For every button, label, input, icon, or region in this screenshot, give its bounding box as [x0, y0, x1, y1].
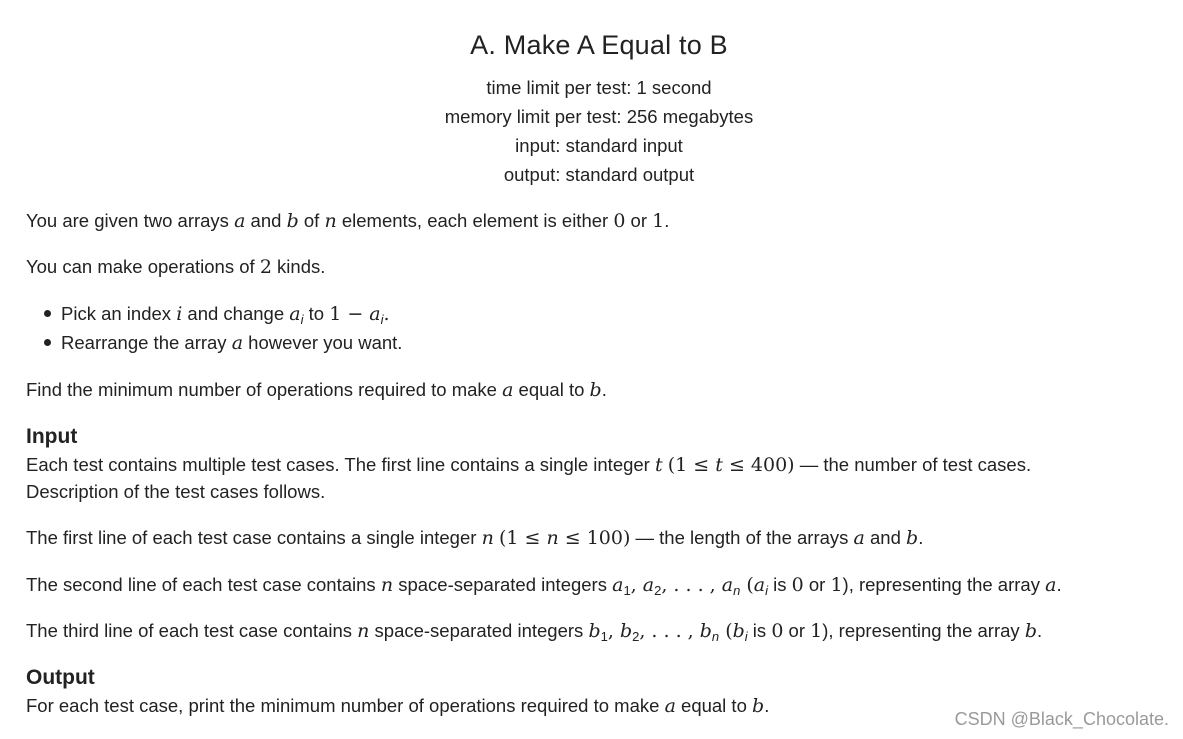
text: You are given two arrays	[26, 210, 235, 231]
math-expr: ≤ 100)	[558, 527, 631, 549]
math-subscript: i	[744, 629, 748, 644]
text: and	[245, 210, 287, 231]
math-var: a	[231, 332, 244, 354]
text: .	[601, 379, 607, 400]
math-var: a	[642, 574, 655, 596]
math-var: n	[357, 620, 370, 642]
text: — the length of the arrays	[630, 527, 854, 548]
text: ), representing the array	[842, 574, 1046, 595]
math-punct: , . . . ,	[661, 574, 722, 596]
text: .	[664, 210, 670, 231]
text: space-separated integers	[369, 620, 589, 641]
math-subscript: 2	[632, 629, 640, 644]
list-item-rearrange	[44, 331, 402, 355]
text: .	[1056, 574, 1062, 595]
math-num: 1	[652, 210, 665, 232]
math-expr: 1 −	[329, 303, 370, 325]
text: ), representing the array	[822, 620, 1025, 641]
time-limit: time limit per test: 1 second	[486, 77, 712, 98]
math-var: a	[502, 379, 514, 401]
output-line-1	[26, 694, 769, 718]
math-var: n	[324, 210, 337, 232]
math-var: n	[546, 527, 559, 549]
math-var: n	[481, 527, 494, 549]
math-expr: ≤ 400)	[722, 454, 795, 476]
text: however you want.	[243, 332, 403, 353]
math-var: a	[612, 574, 624, 596]
text: is	[747, 620, 772, 641]
math-var: n	[380, 574, 394, 596]
math-var: b	[906, 527, 919, 549]
csdn-watermark: CSDN @Black_Chocolate.	[954, 709, 1169, 729]
statement-paragraph-3	[26, 378, 607, 402]
input-section-title: Input	[26, 425, 78, 448]
math-punct: , . . . ,	[639, 620, 700, 642]
math-var: a	[721, 574, 734, 596]
math-var: t	[715, 454, 723, 476]
math-punct: (	[740, 574, 754, 596]
math-var: b	[619, 620, 633, 642]
text: to	[303, 303, 330, 324]
text: Rearrange the array	[61, 332, 232, 353]
math-var: t	[654, 454, 663, 476]
math-var: b	[588, 620, 601, 642]
math-var: a	[1045, 574, 1057, 596]
text: and	[864, 527, 907, 548]
text: equal to	[513, 379, 590, 400]
math-subscript: n	[733, 583, 741, 598]
math-num: 1	[810, 620, 823, 642]
math-subscript: n	[711, 629, 720, 644]
problem-title: A. Make A Equal to B	[470, 30, 728, 60]
math-punct: ,	[630, 574, 643, 596]
math-subscript: 1	[600, 629, 608, 644]
text: is	[767, 574, 792, 595]
statement-paragraph-2	[26, 255, 325, 279]
text: .	[918, 527, 924, 548]
text: or	[625, 210, 653, 231]
bullet-dot-icon	[44, 339, 51, 346]
math-punct: (	[719, 620, 733, 642]
text: You can make operations of	[26, 256, 260, 277]
math-var: i	[176, 303, 183, 325]
input-spec: input: standard input	[515, 135, 683, 156]
text: of	[298, 210, 325, 231]
math-subscript: 2	[654, 583, 662, 598]
text: elements, each element is either	[336, 210, 614, 231]
math-subscript: 1	[623, 583, 631, 598]
math-var: a	[289, 303, 301, 325]
text: The third line of each test case contains	[26, 620, 358, 641]
math-var: b	[1024, 620, 1037, 642]
input-line-4	[26, 573, 1062, 597]
bullet-dot-icon	[44, 310, 51, 317]
math-num: 0	[613, 210, 626, 232]
math-num: 1	[830, 574, 843, 596]
math-var: b	[752, 695, 765, 717]
text: Pick an index	[61, 303, 177, 324]
text: .	[764, 695, 770, 716]
math-var: b	[699, 620, 712, 642]
text: and change	[182, 303, 290, 324]
math-var: a	[369, 303, 381, 325]
memory-limit: memory limit per test: 256 megabytes	[444, 106, 754, 127]
list-item-pick-index	[44, 302, 390, 326]
text: .	[1036, 620, 1043, 641]
math-num: 0	[771, 620, 784, 642]
input-line-1	[26, 453, 1031, 477]
text: Find the minimum number of operations required to make	[26, 379, 503, 400]
text: The second line of each test case contains	[26, 574, 381, 595]
input-line-5	[26, 619, 1042, 643]
text: Each test contains multiple test cases. The first line contains a single integer	[26, 454, 655, 475]
text: For each test case, print the minimum number of operations required to make	[26, 695, 665, 716]
math-subscript: i	[765, 583, 768, 598]
math-var: a	[853, 527, 865, 549]
math-subscript: i	[300, 312, 304, 327]
math-subscript: i	[380, 312, 384, 327]
output-section-title: Output	[26, 666, 95, 689]
text: The first line of each test case contains a single integer	[26, 527, 482, 548]
math-var: b	[286, 210, 299, 232]
math-expr: (1 ≤	[667, 454, 716, 476]
math-var: a	[234, 210, 246, 232]
math-num: 0	[791, 574, 804, 596]
math-punct: .	[383, 303, 390, 325]
statement-paragraph-1	[26, 209, 669, 233]
math-punct: ,	[607, 620, 620, 642]
text: or	[803, 574, 831, 595]
math-expr: (1 ≤	[498, 527, 547, 549]
text: — the number of test cases.	[794, 454, 1032, 475]
math-var: a	[664, 695, 676, 717]
text: or	[783, 620, 811, 641]
input-line-2: Description of the test cases follows.	[26, 481, 326, 502]
math-var: a	[753, 574, 766, 596]
text: kinds.	[271, 256, 326, 277]
text: equal to	[675, 695, 753, 716]
math-var: b	[732, 620, 745, 642]
text: space-separated integers	[393, 574, 613, 595]
math-var: b	[589, 379, 602, 401]
output-spec: output: standard output	[503, 164, 695, 185]
input-line-3	[26, 526, 923, 550]
math-num: 2	[259, 256, 272, 278]
